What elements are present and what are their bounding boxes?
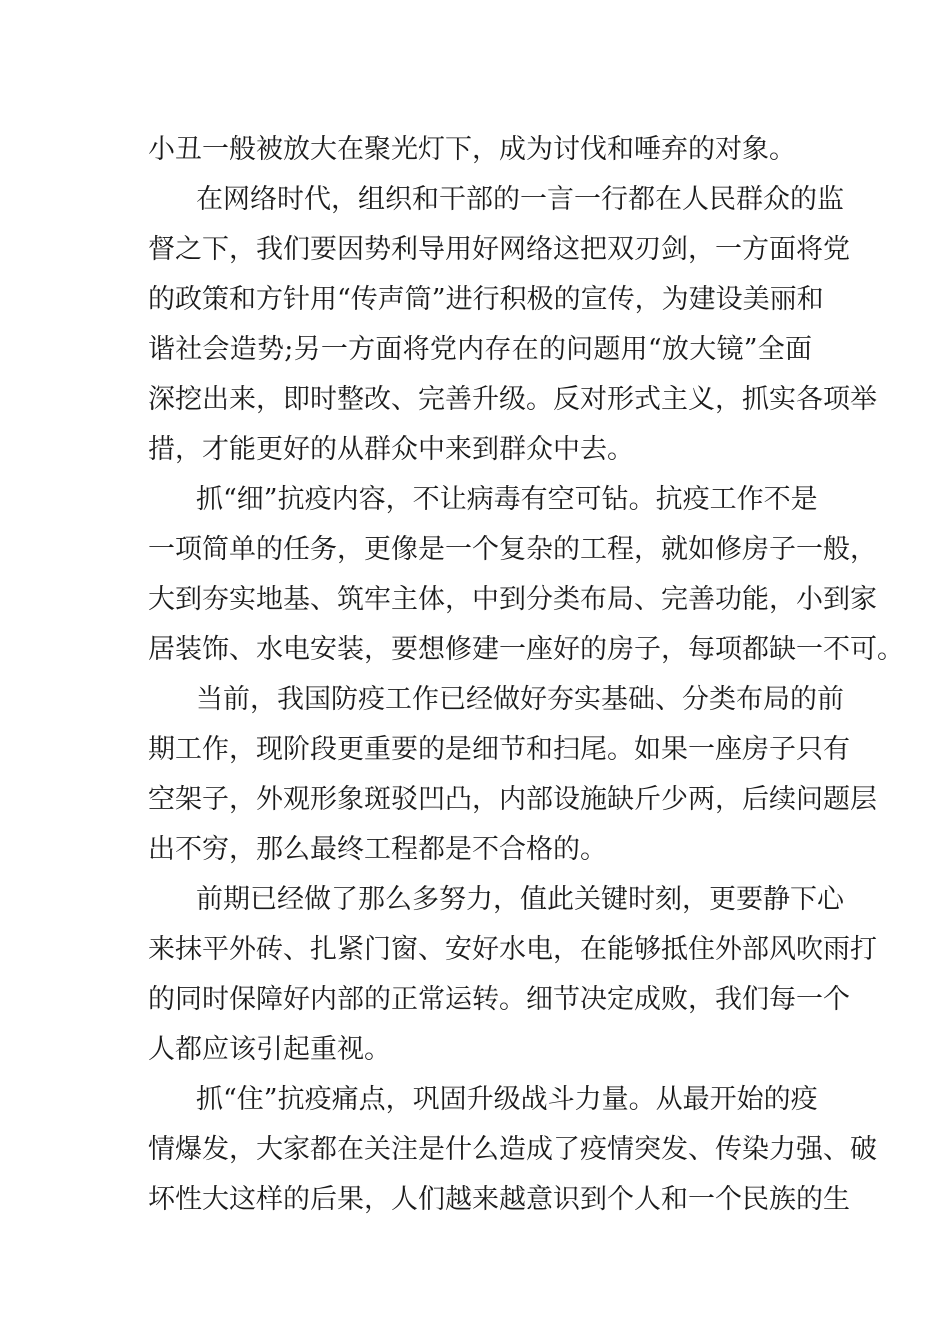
text-line: 的同时保障好内部的正常运转。细节决定成败，我们每一个: [148, 984, 850, 1015]
text-line: 情爆发，大家都在关注是什么造成了疫情突发、传染力强、破: [148, 1134, 877, 1165]
paragraph-first-line: 抓“细”抗疫内容，不让病毒有空可钻。抗疫工作不是: [196, 484, 818, 515]
paragraph-first-line: 抓“住”抗疫痛点，巩固升级战斗力量。从最开始的疫: [196, 1084, 818, 1115]
text-line: 出不穷，那么最终工程都是不合格的。: [148, 834, 607, 865]
text-line: 措，才能更好的从群众中来到群众中去。: [148, 434, 634, 465]
text-line: 谐社会造势;另一方面将党内存在的问题用“放大镜”全面: [148, 334, 812, 365]
text-line: 空架子，外观形象斑驳凹凸，内部设施缺斤少两，后续问题层: [148, 784, 877, 815]
text-line: 来抹平外砖、扎紧门窗、安好水电，在能够抵住外部风吹雨打: [148, 934, 877, 965]
paragraph-first-line: 前期已经做了那么多努力，值此关键时刻，更要静下心: [196, 884, 844, 915]
text-line: 人都应该引起重视。: [148, 1034, 391, 1065]
text-line: 居装饰、水电安装，要想修建一座好的房子，每项都缺一不可。: [148, 634, 904, 665]
text-line: 坏性大这样的后果，人们越来越意识到个人和一个民族的生: [148, 1184, 850, 1215]
text-line: 期工作，现阶段更重要的是细节和扫尾。如果一座房子只有: [148, 734, 850, 765]
text-line: 的政策和方针用“传声筒”进行积极的宣传，为建设美丽和: [148, 284, 824, 315]
text-line: 督之下，我们要因势利导用好网络这把双刃剑，一方面将党: [148, 234, 850, 265]
text-line: 深挖出来，即时整改、完善升级。反对形式主义，抓实各项举: [148, 384, 877, 415]
text-line: 一项简单的任务，更像是一个复杂的工程，就如修房子一般，: [148, 534, 877, 565]
text-line: 小丑一般被放大在聚光灯下，成为讨伐和唾弃的对象。: [148, 134, 796, 165]
paragraph-first-line: 当前，我国防疫工作已经做好夯实基础、分类布局的前: [196, 684, 844, 715]
paragraph-first-line: 在网络时代，组织和干部的一言一行都在人民群众的监: [196, 184, 844, 215]
text-line: 大到夯实地基、筑牢主体，中到分类布局、完善功能，小到家: [148, 584, 877, 615]
